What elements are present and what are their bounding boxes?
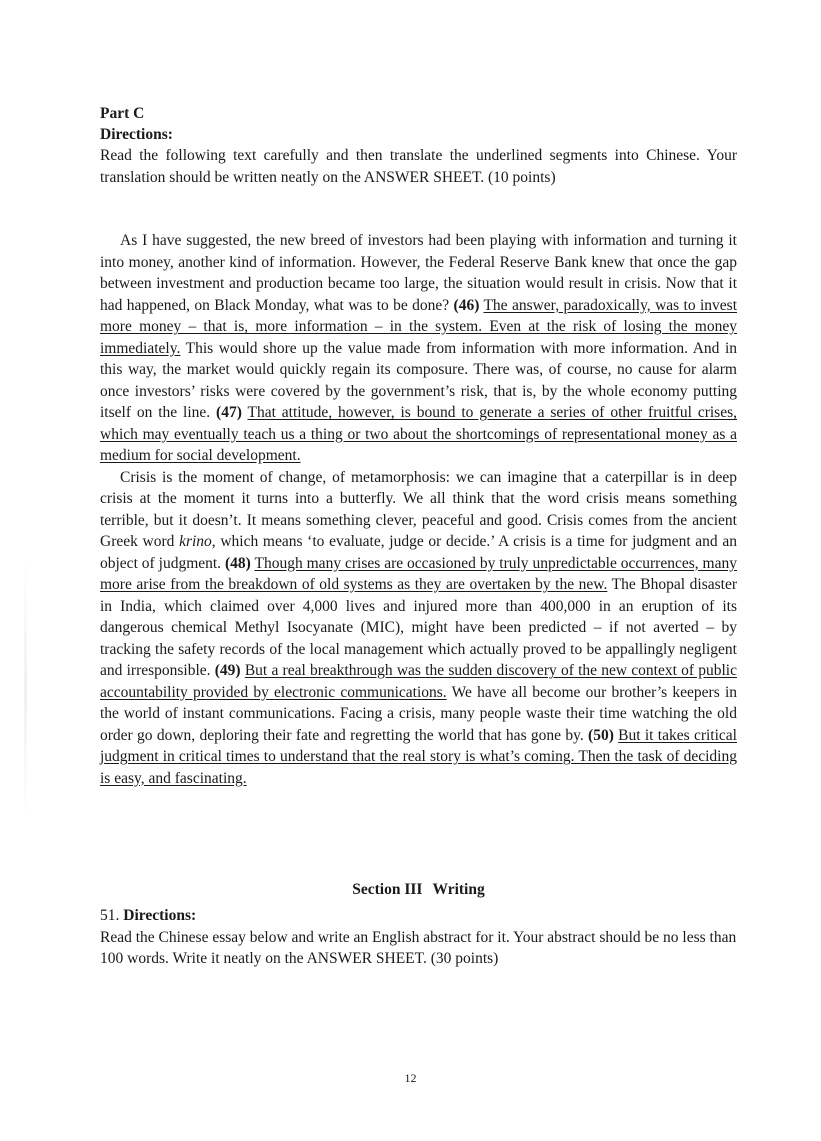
passage-paragraph-1	[100, 230, 737, 467]
question-51-header	[100, 905, 737, 927]
question-51-directions-label: Directions:	[123, 907, 197, 924]
paragraph-1-middle: This would shore up the value made from information with more information. And in this way, the market would quickly regain its composure. There was, of course, no cause for alarm once investors’ risks were covered by the government’s risk, that is, by the whole economy putting itself on the line.	[100, 339, 737, 421]
translation-passage	[100, 230, 737, 789]
writing-directions-block	[100, 905, 737, 970]
paragraph-2-after-q49: We have all become our brother’s keepers in the world of instant communications. Facing a crisis, many people waste their time watching the old order go down, deploring their fate and regretting the world that has gone by.	[100, 683, 737, 744]
section-label: Section III	[352, 881, 423, 898]
paragraph-1-intro: As I have suggested, the new breed of investors had been playing with information and turning it into money, another kind of information. However, the Federal Reserve Bank knew that once the gap between investment and production became too large, the situation would result in crisis. Now that it had happened, on Black Monday, what was to be done?	[100, 232, 737, 314]
question-50-underlined-text: But it takes critical judgment in critical times to understand that the real story is what’s coming. Then the task of deciding is easy, and fascinating.	[100, 726, 737, 787]
question-49-number: (49)	[214, 662, 241, 679]
question-46-number: (46)	[453, 296, 480, 314]
exam-page	[100, 103, 738, 967]
section-iii-title	[100, 879, 737, 900]
question-47-underlined-text: That attitude, however, is bound to generate a series of other fruitful crises, which may eventually teach us a thing or two about the shortcomings of representational money as a medium for social development.	[100, 404, 737, 464]
question-51-number: 51.	[100, 907, 124, 924]
question-48-underlined-text: Though many crises are occasioned by truly unpredictable occurrences, many more arise from the breakdown of old systems as they are overtaken by the new.	[100, 554, 737, 593]
question-50-number: (50)	[588, 726, 614, 744]
part-c-header	[100, 103, 737, 188]
part-c-directions-label: Directions:	[100, 126, 173, 143]
question-46-underlined-text: The answer, paradoxically, was to invest more money – that is, more information – in the system. Even at the risk of losing the money immediately.	[100, 296, 738, 357]
question-48-number: (48)	[225, 554, 251, 572]
question-47-number: (47)	[216, 404, 242, 421]
part-c-title: Part C	[100, 105, 145, 122]
greek-word: krino	[179, 533, 212, 550]
scan-edge-shadow	[24, 560, 27, 820]
part-c-directions-text: Read the following text carefully and then translate the underlined segments into Chinese. Your translation should be written neatly on the ANSWER SHEET. (10 points)	[100, 147, 737, 186]
paragraph-2-intro: Crisis is the moment of change, of metamorphosis: we can imagine that a caterpillar is in deep crisis at the moment it turns into a butterfly. We all think that the word crisis means something terrible, but it doesn’t. It means something clever, peaceful and good. Crisis comes from the ancient Greek word	[100, 468, 737, 550]
paragraph-2-middle: The Bhopal disaster in India, which claimed over 4,000 lives and injured more than 400,000 in an eruption of its dangerous chemical Methyl Isocyanate (MIC), might have been predicted – if not averted – by tracking the safety records of the local management which actually proved to be appallingly negligent and irresponsible.	[100, 576, 737, 679]
question-49-underlined-text: But a real breakthrough was the sudden discovery of the new context of public accountability provided by electronic communications.	[100, 662, 737, 701]
page-number: 12	[404, 1071, 417, 1085]
section-name: Writing	[432, 881, 485, 898]
passage-paragraph-2	[100, 467, 737, 790]
question-51-directions-text: Read the Chinese essay below and write an English abstract for it. Your abstract should be no less than 100 words. Write it neatly on the ANSWER SHEET. (30 points)	[100, 928, 737, 967]
paragraph-2-after-greek: , which means ‘to evaluate, judge or decide.’ A crisis is a time for judgment and an object of judgment.	[100, 533, 737, 572]
